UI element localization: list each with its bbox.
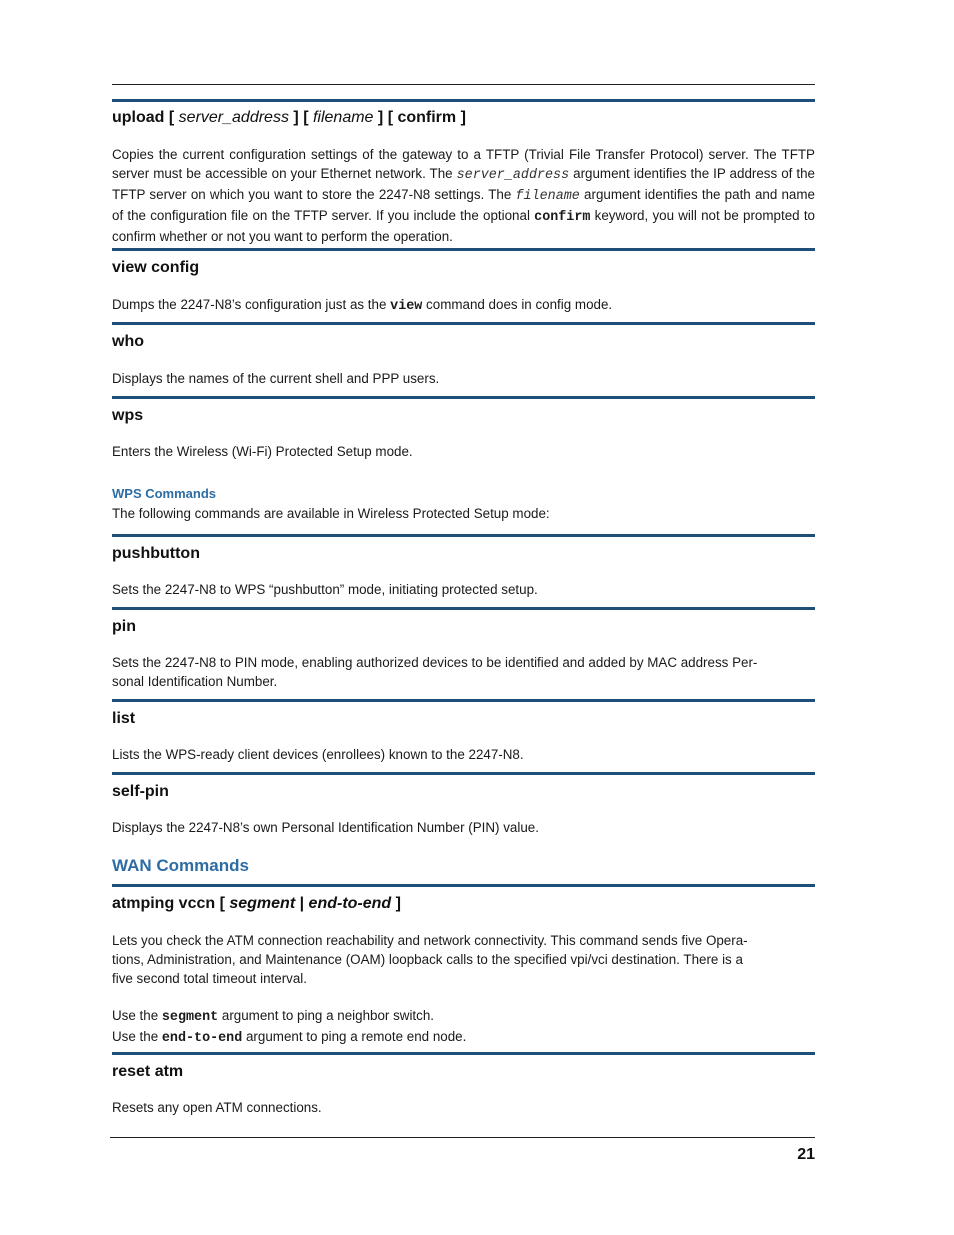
section-divider (112, 772, 815, 775)
text-line: Sets the 2247-N8 to PIN mode, enabling authorized devices to be identified and added by MAC address Per- (112, 655, 758, 670)
command-name: upload (112, 109, 165, 126)
text: Dumps the 2247-N8’s configuration just as the (112, 297, 387, 312)
subheading-wan-commands: WAN Commands (112, 856, 249, 875)
section-divider (112, 607, 815, 610)
argument-server-address: server_address (178, 109, 289, 126)
bracket: ] (395, 895, 401, 912)
section-divider (112, 534, 815, 537)
section-view-config (112, 248, 815, 314)
command-heading-atmping (112, 894, 401, 914)
text: argument to ping a remote end node. (245, 1029, 467, 1044)
text: Use the (112, 1008, 159, 1023)
section-wps (112, 396, 815, 459)
section-self-pin (112, 772, 815, 835)
description-wps-commands: The following commands are available in Wireless Protected Setup mode: (112, 506, 550, 521)
text: argument to ping a neighbor switch. (221, 1008, 435, 1023)
section-upload (112, 99, 815, 244)
code-end-to-end: end-to-end (161, 1031, 243, 1046)
command-heading-who: who (112, 333, 144, 350)
section-divider (112, 248, 815, 251)
command-heading-wps: wps (112, 407, 144, 424)
description-atmping (112, 931, 815, 988)
section-list (112, 699, 815, 762)
top-rule (112, 84, 815, 85)
description-view-config (112, 295, 815, 316)
text: command does in config mode. (426, 297, 613, 312)
text: Copies the current configuration settings of the gateway to a TFTP (Trivial File Transfer Protocol) server. The TFTP server must be accessible on your Ethernet network. The (112, 147, 815, 181)
text-line: Lets you check the ATM connection reachability and network connectivity. This command sends five Opera- (112, 933, 748, 948)
text-line: five second total timeout interval. (112, 971, 308, 986)
argument-filename: filename (312, 109, 374, 126)
command-heading-list: list (112, 710, 136, 727)
code-segment: segment (161, 1010, 219, 1025)
bracket: [ (168, 109, 175, 126)
bracket: [ (303, 109, 309, 126)
description-self-pin: Displays the 2247-N8’s own Personal Identification Number (PIN) value. (112, 820, 539, 835)
code-server-address: server_address (456, 168, 570, 183)
section-reset-atm (112, 1052, 815, 1115)
section-who (112, 322, 815, 386)
description-who: Displays the names of the current shell and PPP users. (112, 371, 440, 386)
text: argument identifies the IP address of the TFTP server on which you want to store the 2247-N8 settings. The (112, 166, 815, 202)
argument-segment: segment (229, 895, 296, 912)
subheading-wps-commands: WPS Commands (112, 486, 217, 501)
section-divider (112, 396, 815, 399)
command-heading-self-pin: self-pin (112, 783, 169, 800)
section-divider (112, 1052, 815, 1055)
section-divider (112, 884, 815, 887)
command-heading-pushbutton: pushbutton (112, 545, 200, 562)
code-confirm: confirm (534, 210, 591, 225)
text: argument identifies the path and name of the configuration file on the TFTP server. If you include the optional (112, 187, 815, 223)
command-heading-reset-atm: reset atm (112, 1063, 184, 1080)
description-pin (112, 653, 815, 691)
description-upload (112, 145, 815, 246)
command-heading-view-config: view config (112, 259, 200, 276)
description-list: Lists the WPS-ready client devices (enrollees) known to the 2247-N8. (112, 747, 524, 762)
bracket: ] (293, 109, 299, 126)
section-divider (112, 99, 815, 102)
section-atmping (112, 884, 815, 1046)
section-pin (112, 607, 815, 689)
code-view: view (390, 299, 423, 314)
description-pushbutton: Sets the 2247-N8 to WPS “pushbutton” mode, initiating protected setup. (112, 582, 538, 597)
argument-confirm: [ confirm ] (387, 109, 466, 126)
description-wps: Enters the Wireless (Wi-Fi) Protected Setup mode. (112, 444, 413, 459)
section-divider (112, 322, 815, 325)
usage-atmping (112, 1006, 815, 1048)
text-line: tions, Administration, and Maintenance (OAM) loopback calls to the specified vpi/vci destination. There is a (112, 952, 743, 967)
section-divider (112, 699, 815, 702)
command-name: atmping vccn [ (112, 895, 225, 912)
separator: | (299, 895, 305, 912)
bottom-rule (110, 1137, 815, 1138)
text: Use the (112, 1029, 159, 1044)
argument-end-to-end: end-to-end (308, 895, 392, 912)
command-heading-upload (112, 108, 466, 128)
text-line: sonal Identification Number. (112, 674, 278, 689)
description-reset-atm: Resets any open ATM connections. (112, 1100, 322, 1115)
section-pushbutton (112, 534, 815, 597)
text: keyword, you will not be prompted to confirm whether or not you want to perform the operation. (112, 208, 815, 244)
command-heading-pin: pin (112, 618, 136, 635)
bracket: ] (377, 109, 384, 126)
page-number: 21 (797, 1146, 815, 1163)
code-filename: filename (515, 189, 580, 204)
